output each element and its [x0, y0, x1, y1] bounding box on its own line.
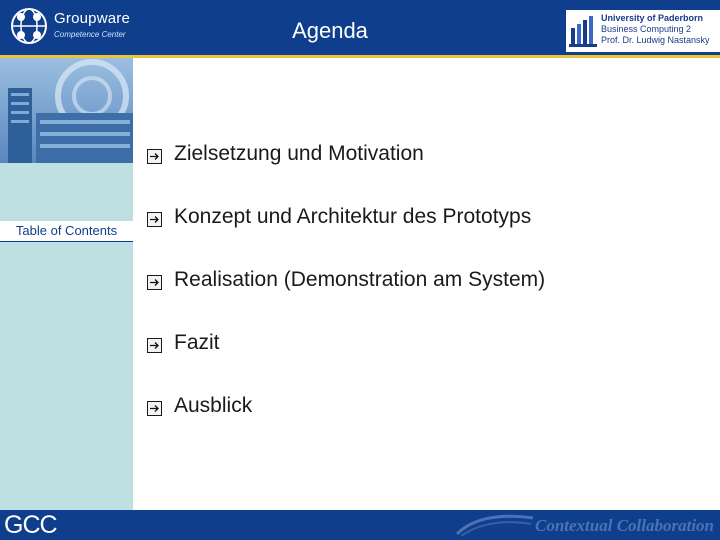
slide-footer — [0, 510, 720, 540]
agenda-item — [147, 266, 545, 294]
logo-subtitle: Competence Center — [54, 30, 126, 39]
arrow-right-icon — [147, 149, 162, 164]
agenda-item-label: Ausblick — [174, 394, 253, 417]
arrow-right-icon — [147, 401, 162, 416]
agenda-item-label: Konzept und Architektur des Prototyps — [174, 205, 532, 228]
globe-icon — [8, 6, 50, 46]
agenda-item-label: Zielsetzung und Motivation — [174, 142, 424, 165]
table-of-contents-label: Table of Contents — [0, 221, 133, 241]
agenda-item — [147, 140, 424, 168]
agenda-item — [147, 329, 220, 357]
logo-wordmark: Groupware — [54, 10, 131, 27]
university-logo-icon — [569, 14, 599, 48]
agenda-item — [147, 203, 531, 231]
footer-tagline: Contextual Collaboration — [534, 516, 714, 535]
agenda-item — [147, 392, 252, 420]
swoosh-icon — [455, 512, 535, 538]
professor-name: Prof. Dr. Ludwig Nastansky — [601, 35, 710, 45]
divider — [0, 241, 133, 242]
arrow-right-icon — [147, 338, 162, 353]
agenda-item-label: Realisation (Demonstration am System) — [174, 268, 546, 291]
department-name: Business Computing 2 — [601, 24, 692, 34]
university-name: University of Paderborn — [601, 13, 704, 23]
arrow-right-icon — [147, 275, 162, 290]
groupware-logo — [8, 6, 138, 46]
sidebar — [0, 58, 133, 510]
slide-header — [0, 0, 720, 55]
agenda-item-label: Fazit — [174, 331, 220, 354]
gcc-logo-text: GCC — [4, 511, 57, 539]
arrow-right-icon — [147, 212, 162, 227]
building-photo — [0, 58, 133, 163]
page-title: Agenda — [292, 18, 368, 43]
university-badge — [566, 10, 720, 52]
